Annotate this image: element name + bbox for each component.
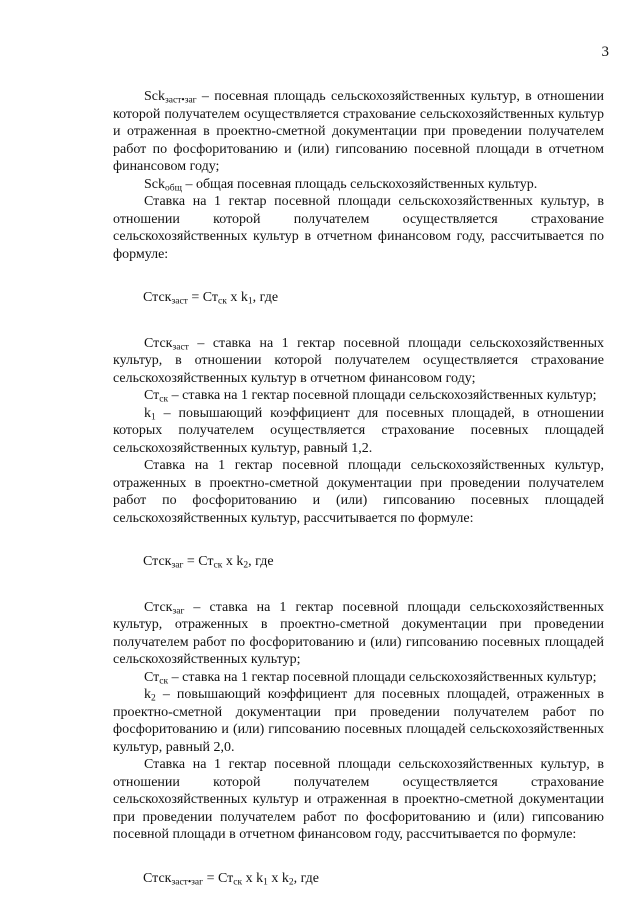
formula-stsk-zast: Стск$_{заст}$ = $Ст_{ск}$ x $k_1$, где <box>143 290 279 307</box>
symbol: Sck$_{заст•заг}$ <box>144 89 197 106</box>
symbol: $Ст_{ск}$ <box>144 669 169 686</box>
definition-k1: $k_1$ – повышающий коэффициент для посевных площадей, в отношении которых получателем осуществляется страхование посевных площадей сельскохозяйственных культур, равный 1,2. <box>113 405 604 456</box>
definition-sck-zast-zag: Sck$_{заст•заг}$ – посевная площадь сельскохозяйственных культур, в отношении которой получателем осуществляется страхование сельскохозяйственных культур и отраженная в проектно-сметной документации при проведении получателем работ по фосфоритованию и (или) гипсованию посевной площади в отчетном финансовом году; <box>113 89 604 174</box>
definition-st-sk: $Ст_{ск}$ – ставка на 1 гектар посевной площади сельскохозяйственных культур; <box>144 388 597 405</box>
paragraph-rate-combined: Ставка на 1 гектар посевной площади сельскохозяйственных культур, в отношении которой получателем осуществляется страхование сельскохозяйственных культур и отраженная в проектно-сметной документации при проведении получателем работ по фосфоритованию и (или) гипсованию посевной площади в отчетном финансовом году, рассчитывается по формуле: <box>113 757 604 842</box>
definition-sck-obsh: Sck$_{общ}$ – общая посевная площадь сельскохозяйственных культур. <box>144 176 538 193</box>
symbol: $Ст_{ск}$ <box>144 388 169 405</box>
symbol: $k_2$ <box>144 687 156 704</box>
symbol: Стск$_{заг}$ <box>144 599 185 616</box>
paragraph-rate-phosphoritization: Ставка на 1 гектар посевной площади сельскохозяйственных культур, отраженных в проектно-сметной документации при проведении получателем работ по фосфоритованию и (или) гипсованию посевных площадей сельскохозяйственных культур, рассчитывается по формуле: <box>113 458 604 526</box>
definition-k2: $k_2$ – повышающий коэффициент для посевных площадей, отраженных в проектно-сметной документации при проведении получателем работ по фосфоритованию и (или) гипсованию посевных площадей сельскохозяйственных культур, равный 2,0. <box>113 687 604 755</box>
formula-stsk-zast-zag: Стск$_{заст•заг}$ = $Ст_{ск}$ x $k_1$ x $k_2$, где <box>143 870 320 887</box>
formula-stsk-zag: Стск$_{заг}$ = $Ст_{ск}$ x $k_2$, где <box>143 554 274 571</box>
symbol: Стск$_{заст}$ <box>144 335 189 352</box>
symbol: Sck$_{общ}$ <box>144 176 182 193</box>
definition-stsk-zast: Стск$_{заст}$ – ставка на 1 гектар посевной площади сельскохозяйственных культур, в отношении которой получателем осуществляется страхование сельскохозяйственных культур в отчетном финансовом году; <box>113 335 604 386</box>
paragraph-rate-insurance: Ставка на 1 гектар посевной площади сельскохозяйственных культур, в отношении которой получателем осуществляется страхование сельскохозяйственных культур в отчетном финансовом году, рассчитывается по формуле: <box>113 194 604 262</box>
page-number: 3 <box>601 44 609 60</box>
definition-stsk-zag: Стск$_{заг}$ – ставка на 1 гектар посевной площади сельскохозяйственных культур, отраженных в проектно-сметной документации при проведении получателем работ по фосфоритованию и (или) гипсованию посевных площадей сельскохозяйственных культур; <box>113 599 604 667</box>
symbol: $k_1$ <box>144 405 156 422</box>
document-body <box>113 88 604 887</box>
definition-st-sk-2: $Ст_{ск}$ – ставка на 1 гектар посевной площади сельскохозяйственных культур; <box>144 669 597 686</box>
